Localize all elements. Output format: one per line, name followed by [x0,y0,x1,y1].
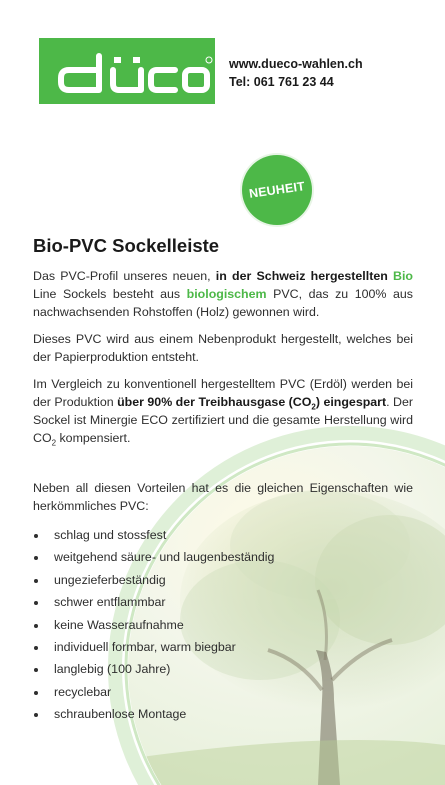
contact-block [229,55,363,91]
subscript: 2 [311,402,316,412]
duco-logo [39,38,215,104]
list-item: langlebig (100 Jahre) [33,658,413,680]
text-span: kompensiert. [56,431,131,445]
text-span: Im Vergleich zu konventionell hergestelltem PVC (Erdöl) werden bei der Produktion [33,377,413,409]
text-span: über 90% der Treibhausgase (CO [117,395,312,409]
text-span: Das PVC-Profil unseres neuen, [33,269,216,283]
text-span: ) eingespart [315,395,387,409]
text-span: . Der Sockel ist Minergie ECO zertifiziert und die gesamte Herstellung wird CO [33,395,414,445]
page-title: Bio-PVC Sockelleiste [33,235,220,256]
paragraph-properties: Neben all diesen Vorteilen hat es die gleichen Eigenschaften wie herkömmliches PVC: [33,481,413,513]
list-item: schwer entflammbar [33,591,413,613]
list-item: recyclebar [33,681,413,703]
spacer [33,456,413,479]
bold-text: in der Schweiz hergestellten [215,269,388,283]
list-item: ungezieferbeständig [33,569,413,591]
list-item: weitgehend säure- und laugenbeständig [33,546,413,568]
paragraph-intro [33,267,413,321]
text-span: Line Sockels besteht aus [33,287,187,301]
text-span: PVC, das zu 100% aus nachwachsenden Rohstoffen (Holz) gewonnen wird. [33,287,413,319]
neuheit-badge [242,155,312,225]
list-item: individuell formbar, warm biegbar [33,636,413,658]
list-item: keine Wasseraufnahme [33,614,413,636]
list-item: schraubenlose Montage [33,703,413,725]
paragraph-origin: Dieses PVC wird aus einem Nebenprodukt hergestellt, welches bei der Papierproduktion entsteht. [33,332,413,364]
list-item: schlag und stossfest [33,524,413,546]
badge-label: NEUHEIT [248,179,306,201]
website-link[interactable]: www.dueco-wahlen.ch [229,57,363,71]
highlight-bio: Bio [393,269,413,283]
duco-logo-mark-icon [39,38,215,104]
feature-list [33,524,413,726]
product-description [33,234,413,726]
bold-emissions [117,395,387,412]
phone-number: Tel: 061 761 23 44 [229,75,334,89]
subscript: 2 [51,438,57,448]
highlight-biologisch: biologischem [186,287,267,301]
paragraph-emissions [33,375,413,447]
